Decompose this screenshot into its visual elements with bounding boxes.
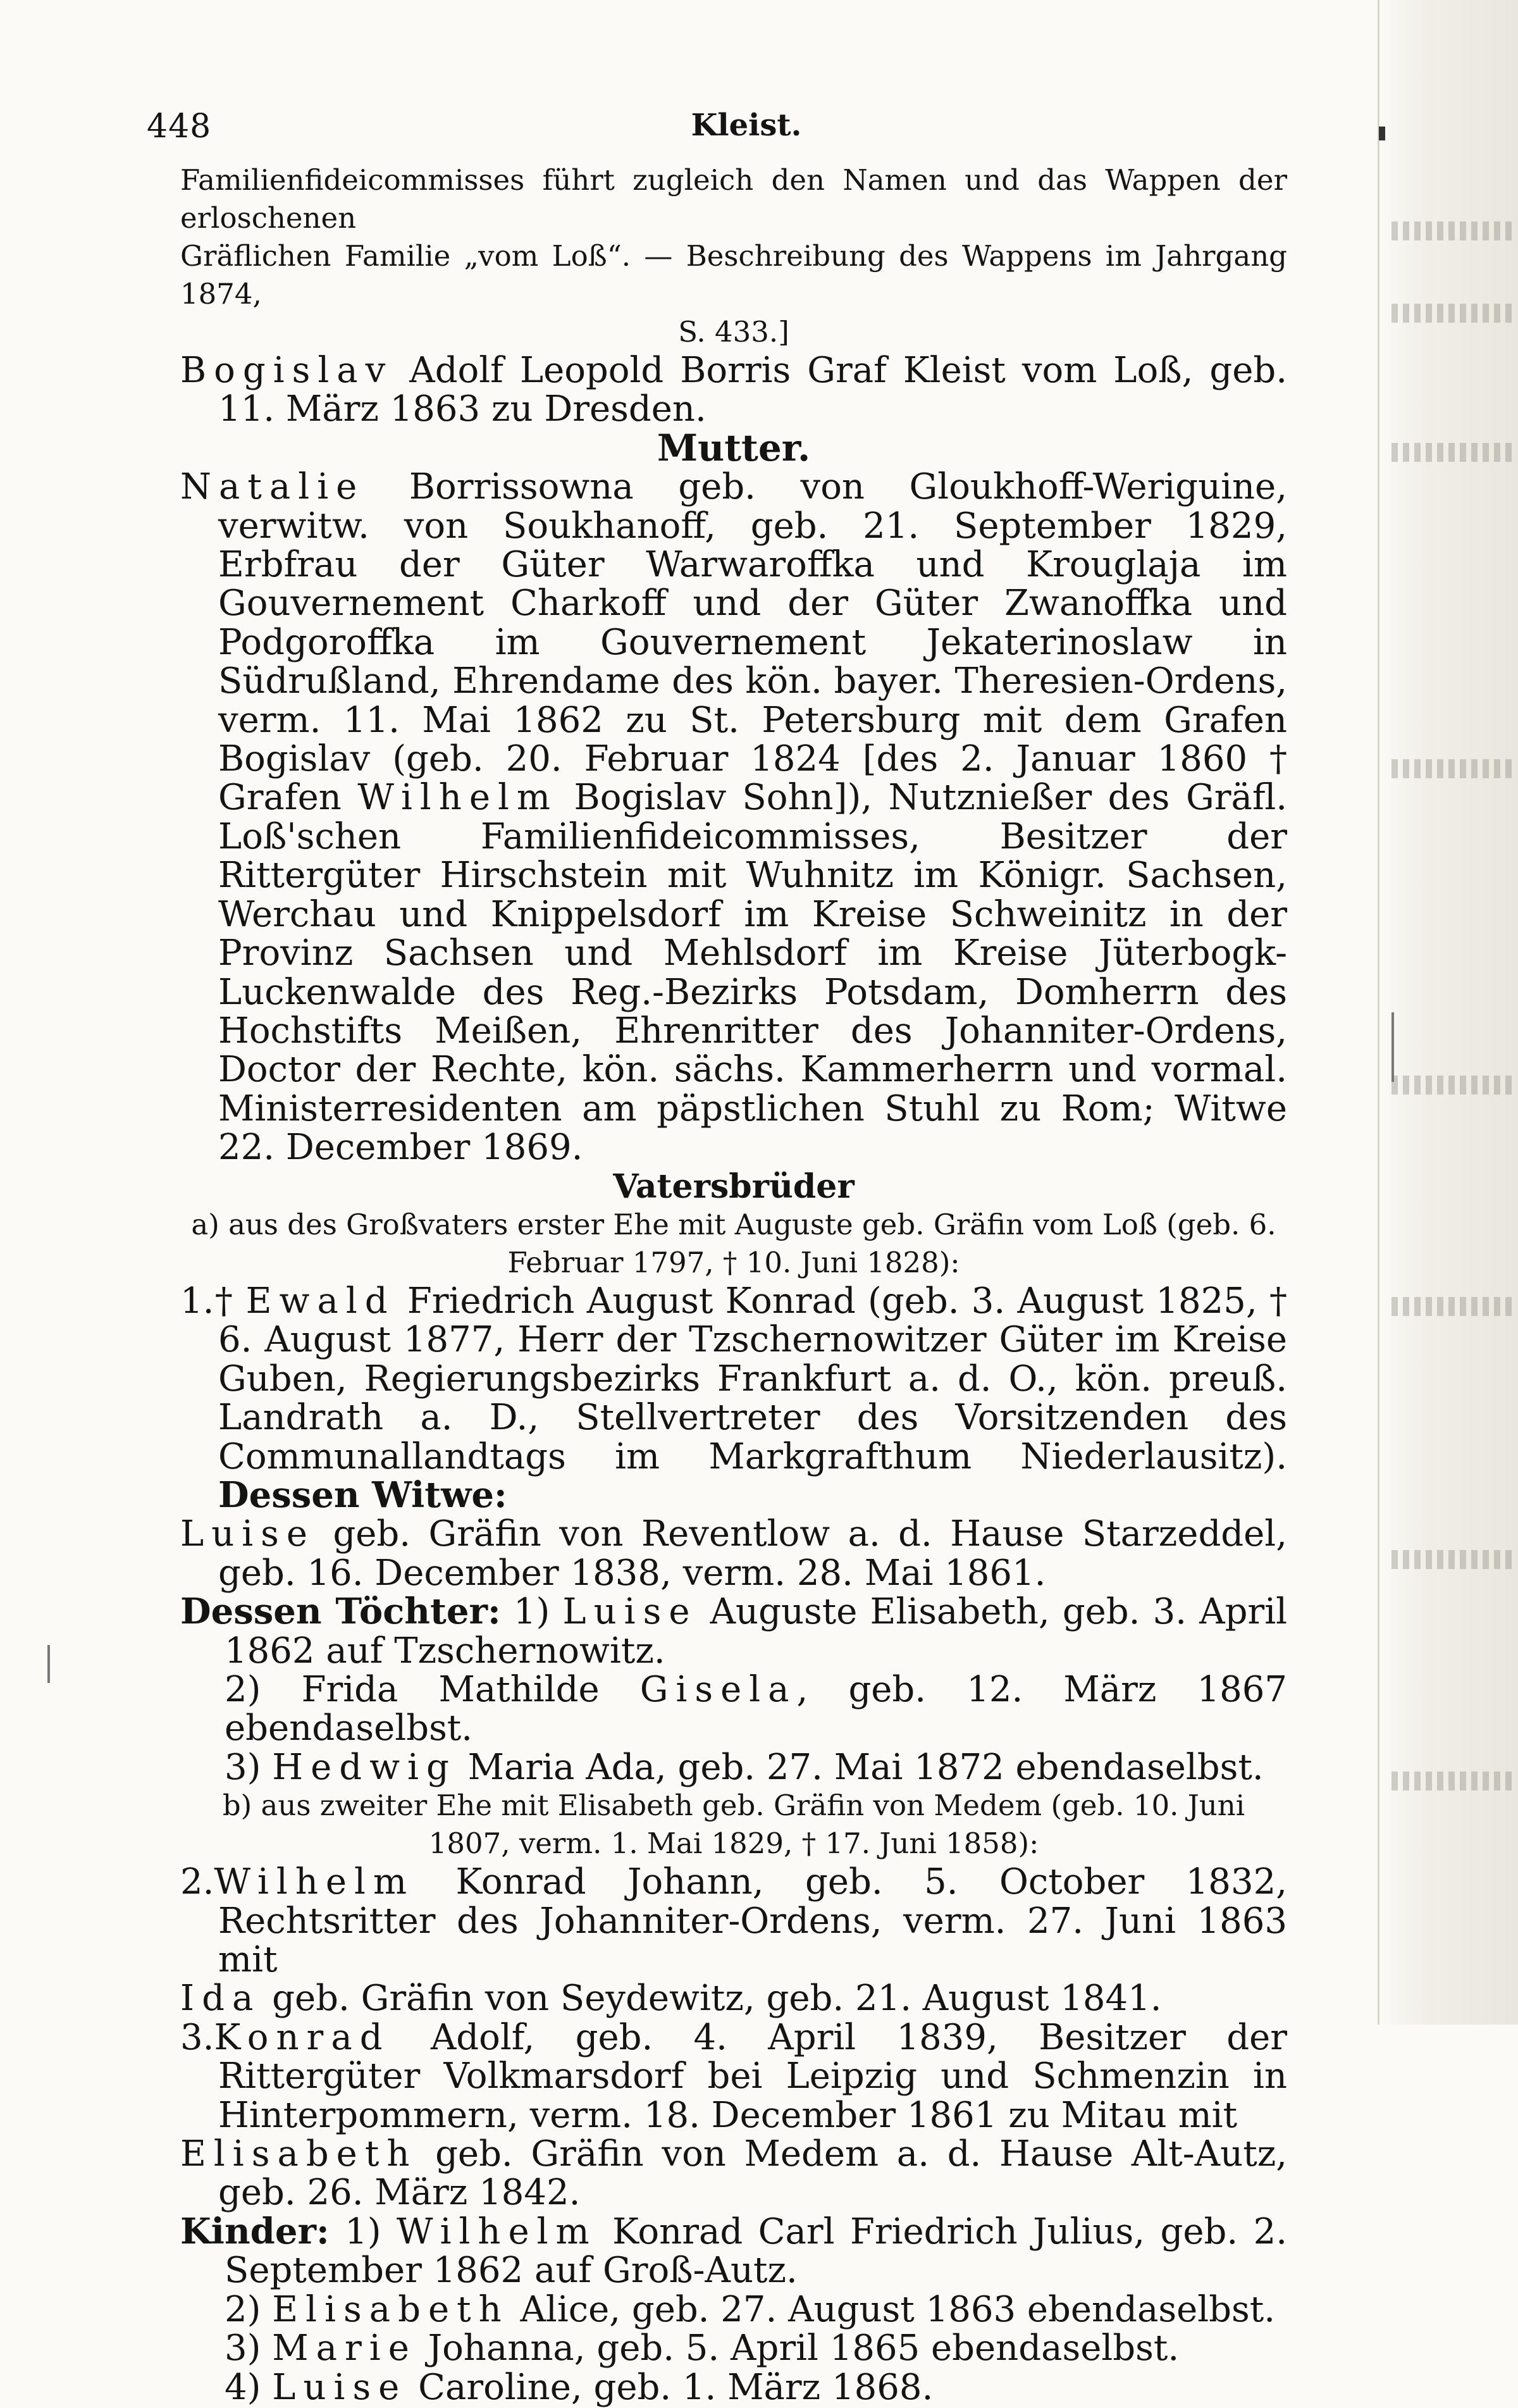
bleed-through-mark — [1392, 1297, 1512, 1316]
entry-text: Frida Mathilde — [301, 1669, 640, 1710]
scan-speck — [1379, 127, 1385, 140]
entry-text: Konrad Johann, geb. 5. October 1832, Rechtsritter des Johanniter-Ordens, verm. 27. Juni 1863 mit — [218, 1861, 1287, 1981]
entry-number: 3) — [225, 2328, 273, 2369]
given-name: Luise — [272, 2366, 407, 2408]
entry-mother — [180, 468, 1287, 1167]
given-name: Konrad — [214, 2016, 390, 2058]
entry-text: geb. Gräfin von Reventlow a. d. Hause Starzeddel, geb. 16. December 1838, verm. 28. Mai 1861. — [218, 1513, 1287, 1594]
entry-head-of-family — [180, 351, 1287, 429]
given-name: Ewald — [245, 1280, 395, 1322]
heading-mutter: Mutter. — [657, 426, 811, 469]
entry-text: Auguste Elisabeth, geb. 3. April 1862 auf Tzschernowitz. — [225, 1591, 1288, 1672]
body-text — [180, 161, 1287, 2407]
entry-wife-3 — [180, 2135, 1287, 2213]
section-b-heading: b) aus zweiter Ehe mit Elisabeth geb. Gräfin von Medem (geb. 10. Juni 1807, verm. 1. Mai 1829, † 17. Juni 1858): — [222, 1789, 1245, 1861]
entry-text: geb. Gräfin von Medem a. d. Hause Alt-Autz, geb. 26. März 1842. — [218, 2133, 1287, 2214]
bleed-through-mark — [1392, 1076, 1512, 1095]
given-name: Marie — [272, 2328, 417, 2369]
given-name: Wilhelm — [357, 777, 558, 819]
bleed-through-mark — [1392, 221, 1512, 240]
daughters-label: Dessen Töchter: — [180, 1591, 501, 1633]
entry-text: Caroline, geb. 1. März 1868. — [407, 2366, 934, 2408]
entry-text: Borrissowna geb. von Gloukhoff-Weriguine, verwitw. von Soukhanoff, geb. 21. September 1829, Erbfrau der Güter Warwaroffka und Krouglaja im Gouvernement Charkoff und der Güter Zwanoffka und Podgoroffka im Gouvernement Jekaterinoslaw in Südrußland, Ehrendame des kön. bayer. Theresien-Ordens, verm. 11. Mai 1862 zu St. Petersburg mit dem Grafen Bogislav (geb. 20. Februar 1824 [des 2. Januar 1860 † Grafen — [218, 466, 1287, 819]
entry-text: Adolf Leopold Borris Graf Kleist vom Loß, geb. 11. März 1863 zu Dresden. — [218, 350, 1287, 430]
entry-text: , geb. 12. März 1867 ebendaselbst. — [225, 1669, 1287, 1749]
entry-text: Friedrich August Konrad (geb. 3. August 1825, † 6. August 1877, Herr der Tzschernowitzer Güter im Kreise Guben, Regierungsbezirks Frankfurt a. d. O., kön. preuß. Landrath a. D., Stellvertreter des Vorsitzenden des Communallandtags im Markgrafthum Niederlausitz). — [218, 1280, 1288, 1477]
running-head: Kleist. — [691, 108, 802, 143]
given-name: Luise — [180, 1513, 316, 1555]
entry-text: Bogislav Sohn]), Nutznießer des Gräfl. Loß'schen Familienfideicommisses, Besitzer der Rittergüter Hirschstein mit Wuhnitz im Königr. Sachsen, Werchau und Knippelsdorf im Kreise Schweinitz in der Provinz Sachsen und Mehlsdorf im Kreise Jüterbogk-Luckenwalde des Reg.-Bezirks Potsdam, Domherrn des Hochstifts Meißen, Ehrenritter des Johanniter-Ordens, Doctor der Rechte, kön. sächs. Kammerherrn und vormal. Ministerresidenten am päpstlichen Stuhl zu Rom; Witwe 22. December 1869. — [218, 777, 1287, 1169]
given-name: Gisela — [639, 1669, 797, 1710]
entry-widow — [180, 1515, 1287, 1592]
entry-text: Adolf, geb. 4. April 1839, Besitzer der Rittergüter Volkmarsdorf bei Leipzig und Schmenzin in Hinterpommern, verm. 18. December 1861 zu Mitau mit — [218, 2016, 1287, 2136]
bleed-through-mark — [1392, 759, 1512, 778]
heading-vatersbrueder: Vatersbrüder — [613, 1167, 855, 1206]
child-entry — [180, 2329, 1287, 2368]
entry-number: 2) — [225, 2288, 273, 2330]
given-name: Natalie — [180, 466, 365, 508]
bleed-through-mark — [1392, 1550, 1512, 1569]
child-entry — [180, 2210, 1287, 2292]
entry-uncle-2 — [180, 1863, 1287, 1979]
child-entry — [180, 2290, 1287, 2329]
daughter-entry — [180, 1670, 1287, 1748]
given-name: Elisabeth — [180, 2133, 417, 2175]
given-name: Bogislav — [180, 350, 393, 391]
entry-text: Alice, geb. 27. August 1863 ebendaselbst. — [509, 2288, 1276, 2330]
scan-line — [47, 1645, 50, 1683]
entry-number: 3. — [180, 2016, 214, 2058]
child-entry — [180, 2368, 1287, 2407]
intro-line: S. 433.] — [678, 315, 789, 349]
children-label: Kinder: — [180, 2210, 330, 2252]
page-number: 448 — [147, 108, 212, 146]
entry-uncle-3 — [180, 2018, 1287, 2135]
given-name: Ida — [180, 1978, 261, 2020]
given-name: Wilhelm — [397, 2211, 597, 2252]
daughter-entry — [180, 1592, 1287, 1670]
given-name: Elisabeth — [272, 2288, 509, 2330]
given-name: Luise — [562, 1591, 698, 1633]
given-name: Wilhelm — [214, 1861, 415, 1903]
entry-text: geb. Gräfin von Seydewitz, geb. 21. August 1841. — [261, 1978, 1162, 2020]
section-a-heading: a) aus des Großvaters erster Ehe mit Auguste geb. Gräfin vom Loß (geb. 6. Februar 1797, † 10. Juni 1828): — [191, 1207, 1276, 1279]
entry-number: 1) — [329, 2211, 397, 2252]
widow-label: Dessen Witwe: — [218, 1474, 507, 1516]
entry-text: Konrad Carl Friedrich Julius, geb. 2. September 1862 auf Groß-Autz. — [225, 2211, 1287, 2292]
entry-wife-2 — [180, 1979, 1287, 2018]
entry-uncle-1 — [180, 1282, 1287, 1515]
given-name: Hedwig — [272, 1746, 457, 1788]
entry-number: 2) — [225, 1669, 302, 1710]
entry-number: 1.† — [180, 1280, 246, 1322]
entry-text: Maria Ada, geb. 27. Mai 1872 ebendaselbst. — [456, 1746, 1264, 1788]
entry-number: 2. — [180, 1861, 214, 1903]
intro-line: Gräflichen Familie „vom Loß“. — Beschreibung des Wappens im Jahrgang 1874, — [180, 239, 1287, 311]
daughter-entry — [180, 1748, 1287, 1787]
entry-number: 3) — [225, 1746, 273, 1788]
intro-line: Familienfideicommisses führt zugleich den Namen und das Wappen der erloschenen — [180, 163, 1287, 235]
entry-number: 1) — [513, 1591, 563, 1633]
bleed-through-mark — [1392, 443, 1512, 462]
entry-text: Johanna, geb. 5. April 1865 ebendaselbst. — [416, 2328, 1180, 2369]
entry-number: 4) — [225, 2366, 273, 2408]
scan-line — [1392, 1012, 1394, 1082]
bleed-through-mark — [1392, 1772, 1512, 1790]
bleed-through-mark — [1392, 304, 1512, 323]
